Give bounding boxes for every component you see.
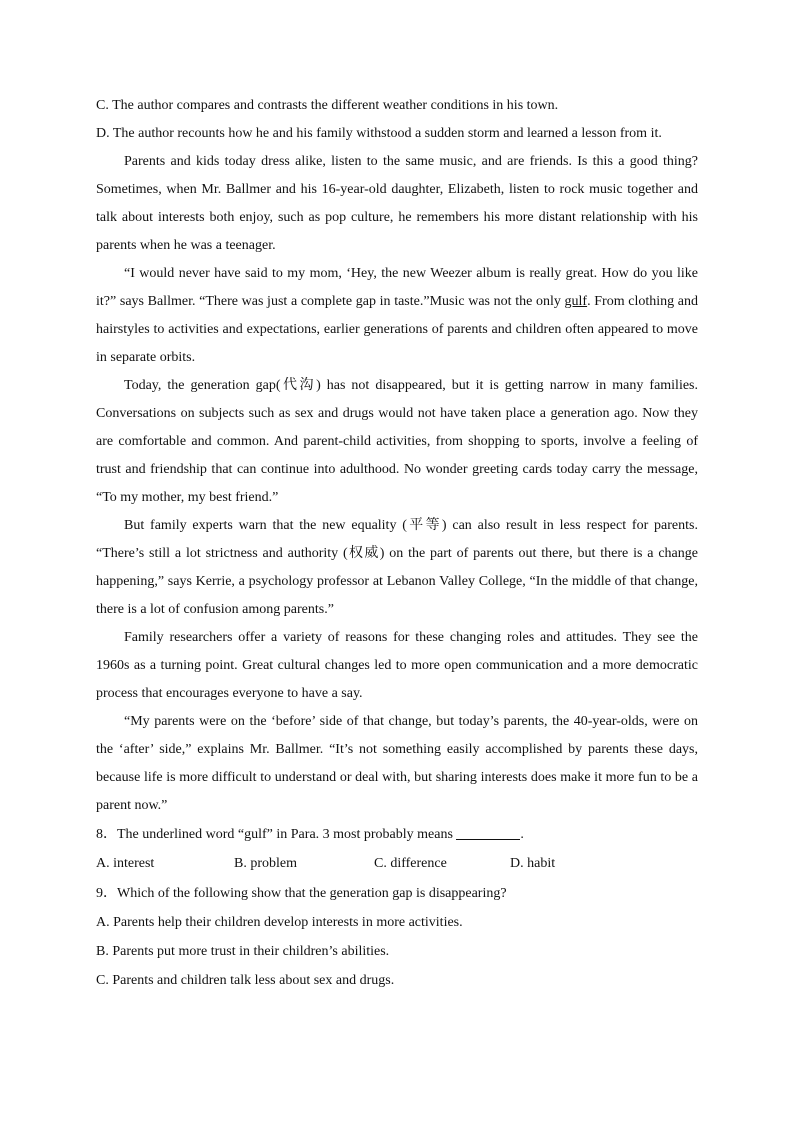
question-9-stem: 9．Which of the following show that the generation gap is disappearing?: [96, 886, 507, 901]
q8-option-c: C. difference: [374, 856, 447, 871]
question-8-stem: [96, 820, 698, 849]
question-8-stem-text: 8．The underlined word “gulf” in Para. 3 most probably means: [96, 827, 457, 842]
exam-page: [96, 92, 698, 995]
passage-paragraph-3: Today, the generation gap(代沟) has not disappeared, but it is getting narrow in many families. Conversations on subjects such as sex and drugs would not have taken place a generation ago. Now they are comfortable and common. And parent-child activities, from shopping to sports, involve a feeling of trust and friendship that can continue into adulthood. No wonder greeting cards today carry the message, “To my mother, my best friend.”: [96, 378, 698, 505]
prev-option-c: C. The author compares and contrasts the different weather conditions in his town.: [96, 98, 559, 113]
q8-option-d: D. habit: [510, 856, 556, 871]
question-8-stem-end: .: [520, 827, 524, 842]
q9-option-a: A. Parents help their children develop interests in more activities.: [96, 915, 463, 930]
passage-paragraph-6: “My parents were on the ‘before’ side of that change, but today’s parents, the 40-year-olds, were on the ‘after’ side,” explains Mr. Ballmer. “It’s not something easily accomplished by parents these days, because life is more difficult to understand or deal with, but sharing interests does make it more fun to be a parent now.”: [96, 714, 698, 813]
passage-paragraph-2-start: “I would never have said to my mom, ‘Hey, the new Weezer album is really great. How do you like it?” says Ballmer. “There was just a complete gap in taste.”Music was not the only: [96, 266, 698, 309]
passage-paragraph-2-end: . From clothing and hairstyles to activities and expectations, earlier generations of parents and children often appeared to move in separate orbits.: [96, 294, 699, 365]
underlined-word-gulf: gulf: [564, 294, 588, 309]
passage-paragraph-2: [96, 260, 698, 372]
passage-paragraph-4: But family experts warn that the new equality (平等) can also result in less respect for parents. “There’s still a lot strictness and authority (权威) on the part of parents out there, but there is a change happening,” says Kerrie, a psychology professor at Lebanon Valley College, “In the middle of that change, there is a lot of confusion among parents.”: [96, 518, 698, 617]
question-8-options: [96, 849, 698, 879]
q8-option-a: A. interest: [96, 856, 155, 871]
prev-option-d: D. The author recounts how he and his family withstood a sudden storm and learned a lesson from it.: [96, 126, 662, 141]
q9-option-c: C. Parents and children talk less about sex and drugs.: [96, 973, 395, 988]
answer-blank: [456, 825, 520, 840]
passage-paragraph-1: Parents and kids today dress alike, listen to the same music, and are friends. Is this a good thing? Sometimes, when Mr. Ballmer and his 16-year-old daughter, Elizabeth, listen to rock music together and talk about interests both enjoy, such as pop culture, he remembers his more distant relationship with his parents when he was a teenager.: [96, 154, 698, 253]
q9-option-b: B. Parents put more trust in their children’s abilities.: [96, 944, 390, 959]
passage-paragraph-5: Family researchers offer a variety of reasons for these changing roles and attitudes. They see the 1960s as a turning point. Great cultural changes led to more open communication and a more democratic process that encourages everyone to have a say.: [96, 630, 698, 701]
q8-option-b: B. problem: [234, 856, 297, 871]
